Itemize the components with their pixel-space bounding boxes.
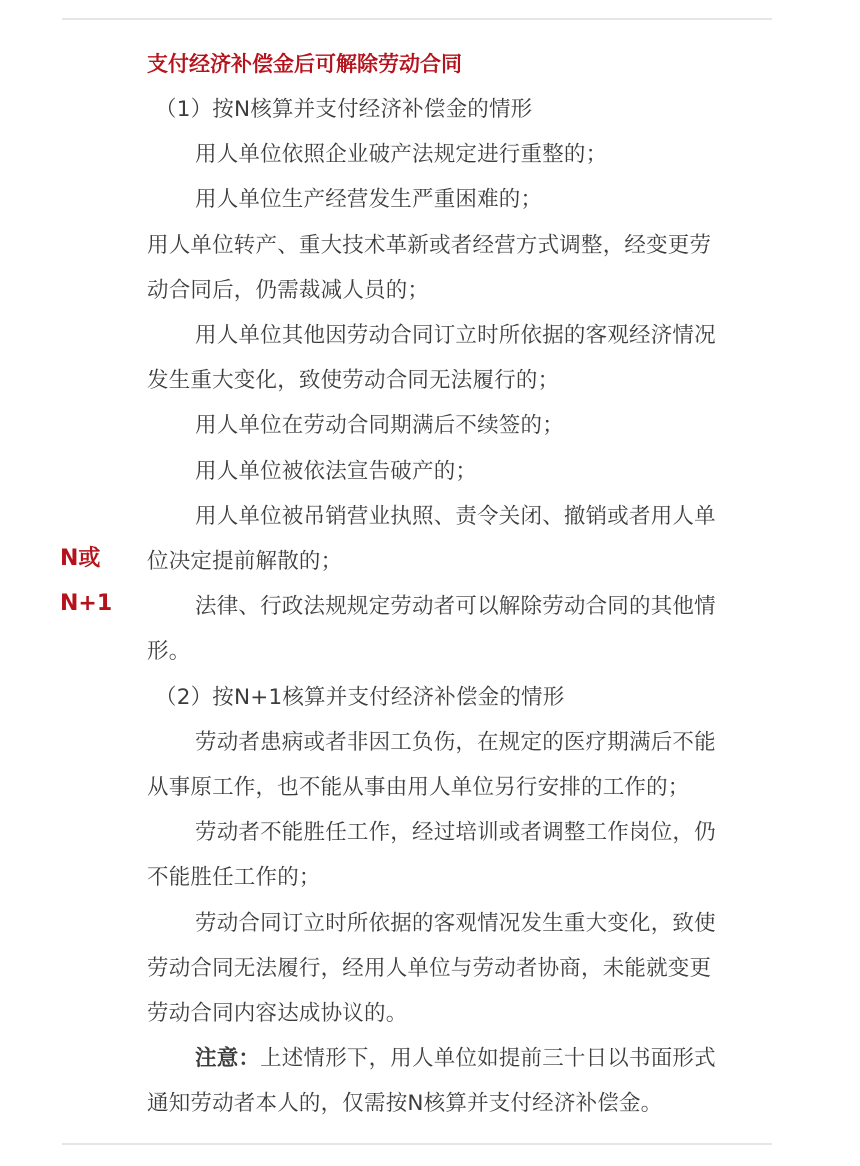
text-line: 用人单位其他因劳动合同订立时所依据的客观经济情况 [195, 323, 716, 349]
text-line: 形。 [147, 639, 191, 665]
note-line-2: 通知劳动者本人的，仅需按N核算并支付经济补偿金。 [147, 1091, 663, 1117]
text-line: 用人单位转产、重大技术革新或者经营方式调整，经变更劳 [147, 232, 712, 258]
bottom-divider [62, 1143, 772, 1145]
text-line: 劳动合同无法履行，经用人单位与劳动者协商，未能就变更 [147, 955, 712, 981]
text-line: 劳动合同订立时所依据的客观情况发生重大变化，致使 [195, 910, 716, 936]
text-line: （1）按N核算并支付经济补偿金的情形 [155, 97, 533, 122]
text-line: 劳动者不能胜任工作，经过培训或者调整工作岗位，仍 [195, 820, 716, 846]
text-line: 用人单位生产经营发生严重困难的； [195, 187, 543, 213]
paragraph-lines [147, 87, 795, 1036]
text-line: 劳动者患病或者非因工负伤，在规定的医疗期满后不能 [195, 729, 716, 755]
text-line: 用人单位在劳动合同期满后不续签的； [195, 413, 564, 439]
text-line: 不能胜任工作的； [147, 865, 321, 891]
text-line: 用人单位被吊销营业执照、责令关闭、撤销或者用人单 [195, 503, 716, 529]
text-line: 用人单位被依法宣告破产的； [195, 458, 478, 484]
text-line: 法律、行政法规规定劳动者可以解除劳动合同的其他情 [195, 594, 716, 620]
text-line: 发生重大变化，致使劳动合同无法履行的； [147, 368, 560, 394]
text-line: 从事原工作，也不能从事由用人单位另行安排的工作的； [147, 775, 690, 801]
text-line: 位决定提前解散的； [147, 549, 343, 575]
note-label: 注意： [195, 1046, 261, 1072]
text-line: 用人单位依照企业破产法规定进行重整的； [195, 142, 608, 168]
side-label-n-plus-1: N+1 [60, 591, 113, 616]
note-line-1 [147, 1036, 795, 1081]
section-title: 支付经济补偿金后可解除劳动合同 [147, 52, 462, 76]
article-body [147, 42, 795, 1127]
text-line: 动合同后，仍需裁减人员的； [147, 277, 430, 303]
side-label-n: N或 [60, 546, 101, 571]
text-line: 劳动合同内容达成协议的。 [147, 1001, 408, 1027]
note-text-1: 上述情形下，用人单位如提前三十日以书面形式 [260, 1046, 716, 1072]
top-divider [62, 18, 772, 20]
text-line: （2）按N+1核算并支付经济补偿金的情形 [155, 684, 565, 710]
